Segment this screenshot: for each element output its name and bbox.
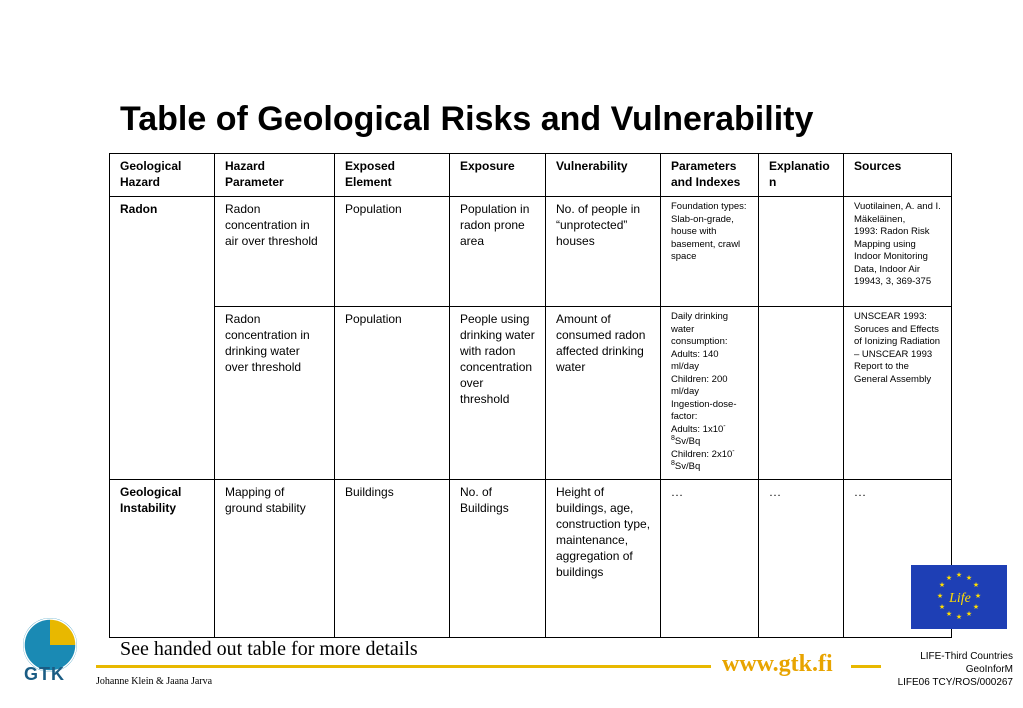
gtk-url-link[interactable]: www.gtk.fi xyxy=(722,651,833,677)
sources-line: Mäkeläinen, xyxy=(854,213,906,225)
children-factor: Children: $2x10^{-8}Sv/Bq$ xyxy=(671,447,735,472)
indexes-cell xyxy=(661,307,759,480)
header-cell: Geological Hazard xyxy=(110,154,215,197)
svg-text:★: ★ xyxy=(955,613,963,621)
sources-line: 1993: Radon Risk Mapping using Indoor Monitoring Data, Indoor Air 19943, 3, 369-375 xyxy=(854,226,932,287)
header-cell: Vulnerability xyxy=(546,154,661,197)
project-line: LIFE-Third Countries xyxy=(920,651,1013,662)
header-cell: Hazard Parameter xyxy=(215,154,335,197)
indexes-line: Children: 200 ml/day xyxy=(671,373,728,397)
risk-table xyxy=(109,153,952,638)
hazard-cell: Radon xyxy=(110,197,215,480)
explanation-cell xyxy=(759,307,844,480)
svg-text:★: ★ xyxy=(936,592,944,600)
indexes-line: Daily drinking water consumption: xyxy=(671,311,729,347)
table-header-row xyxy=(110,154,952,197)
svg-text:★: ★ xyxy=(965,574,973,582)
svg-text:★: ★ xyxy=(945,574,953,582)
vulnerability-cell: Height of buildings, age, construction type, maintenance, aggregation of buildings xyxy=(546,480,661,638)
svg-text:★: ★ xyxy=(945,610,953,618)
indexes-line: Adults: 140 ml/day xyxy=(671,348,719,372)
table-row xyxy=(110,480,952,638)
header-cell: Explanation xyxy=(759,154,844,197)
explanation-cell xyxy=(759,197,844,307)
sources-cell: UNSCEAR 1993: Soruces and Effects of Ionizing Radiation – UNSCEAR 1993 Report to the General Assembly xyxy=(844,307,952,480)
table-row xyxy=(110,307,952,480)
header-cell: Exposed Element xyxy=(335,154,450,197)
header-cell: Exposure xyxy=(450,154,546,197)
project-line: GeoInforM xyxy=(965,664,1013,675)
svg-text:★: ★ xyxy=(965,610,973,618)
indexes-line: Slab-on-grade, house with basement, crawl space xyxy=(671,213,741,262)
sources-cell xyxy=(844,197,952,307)
svg-text:★: ★ xyxy=(972,603,980,611)
indexes-line: Foundation types: xyxy=(671,201,747,212)
authors-text: Johanne Klein & Jaana Jarva xyxy=(96,676,213,687)
exposure-cell: Population in radon prone area xyxy=(450,197,546,307)
parameter-cell: Radon concentration in drinking water over threshold xyxy=(215,307,335,480)
sources-line: Vuotilainen, A. and I. xyxy=(854,201,941,212)
footer-rule-end xyxy=(851,665,881,668)
svg-text:★: ★ xyxy=(972,581,980,589)
svg-text:★: ★ xyxy=(974,592,982,600)
parameter-cell: Radon concentration in air over threshold xyxy=(215,197,335,307)
element-cell: Buildings xyxy=(335,480,450,638)
header-cell: Sources xyxy=(844,154,952,197)
parameter-cell: Mapping of ground stability xyxy=(215,480,335,638)
indexes-line: Ingestion-dose-factor: xyxy=(671,398,737,422)
element-cell: Population xyxy=(335,307,450,480)
header-cell: Parameters and Indexes xyxy=(661,154,759,197)
explanation-cell: … xyxy=(759,480,844,638)
hazard-cell: Geological Instability xyxy=(110,480,215,638)
vulnerability-cell: No. of people in “unprotected” houses xyxy=(546,197,661,307)
adults-factor: Adults: $1x10^{-8}Sv/Bq$ xyxy=(671,422,726,447)
slide-title: Table of Geological Risks and Vulnerability xyxy=(120,100,814,138)
svg-text:★: ★ xyxy=(955,571,963,579)
gtk-logo-text: GTK xyxy=(24,664,65,684)
vulnerability-cell: Amount of consumed radon affected drinking water xyxy=(546,307,661,480)
eu-life-logo xyxy=(911,565,1007,629)
indexes-cell: … xyxy=(661,480,759,638)
svg-text:★: ★ xyxy=(938,581,946,589)
project-line: LIFE06 TCY/ROS/000267 xyxy=(897,677,1013,688)
element-cell: Population xyxy=(335,197,450,307)
exposure-cell: People using drinking water with radon concentration over threshold xyxy=(450,307,546,480)
exposure-cell: No. of Buildings xyxy=(450,480,546,638)
svg-text:★: ★ xyxy=(938,603,946,611)
footer-rule xyxy=(96,665,711,668)
project-info xyxy=(898,650,1013,689)
eu-stars-icon xyxy=(911,565,1007,629)
footnote: See handed out table for more details xyxy=(120,638,418,660)
table-row xyxy=(110,197,952,307)
sources-cell: … xyxy=(844,480,952,638)
indexes-cell xyxy=(661,197,759,307)
eu-life-text: Life xyxy=(949,591,971,606)
